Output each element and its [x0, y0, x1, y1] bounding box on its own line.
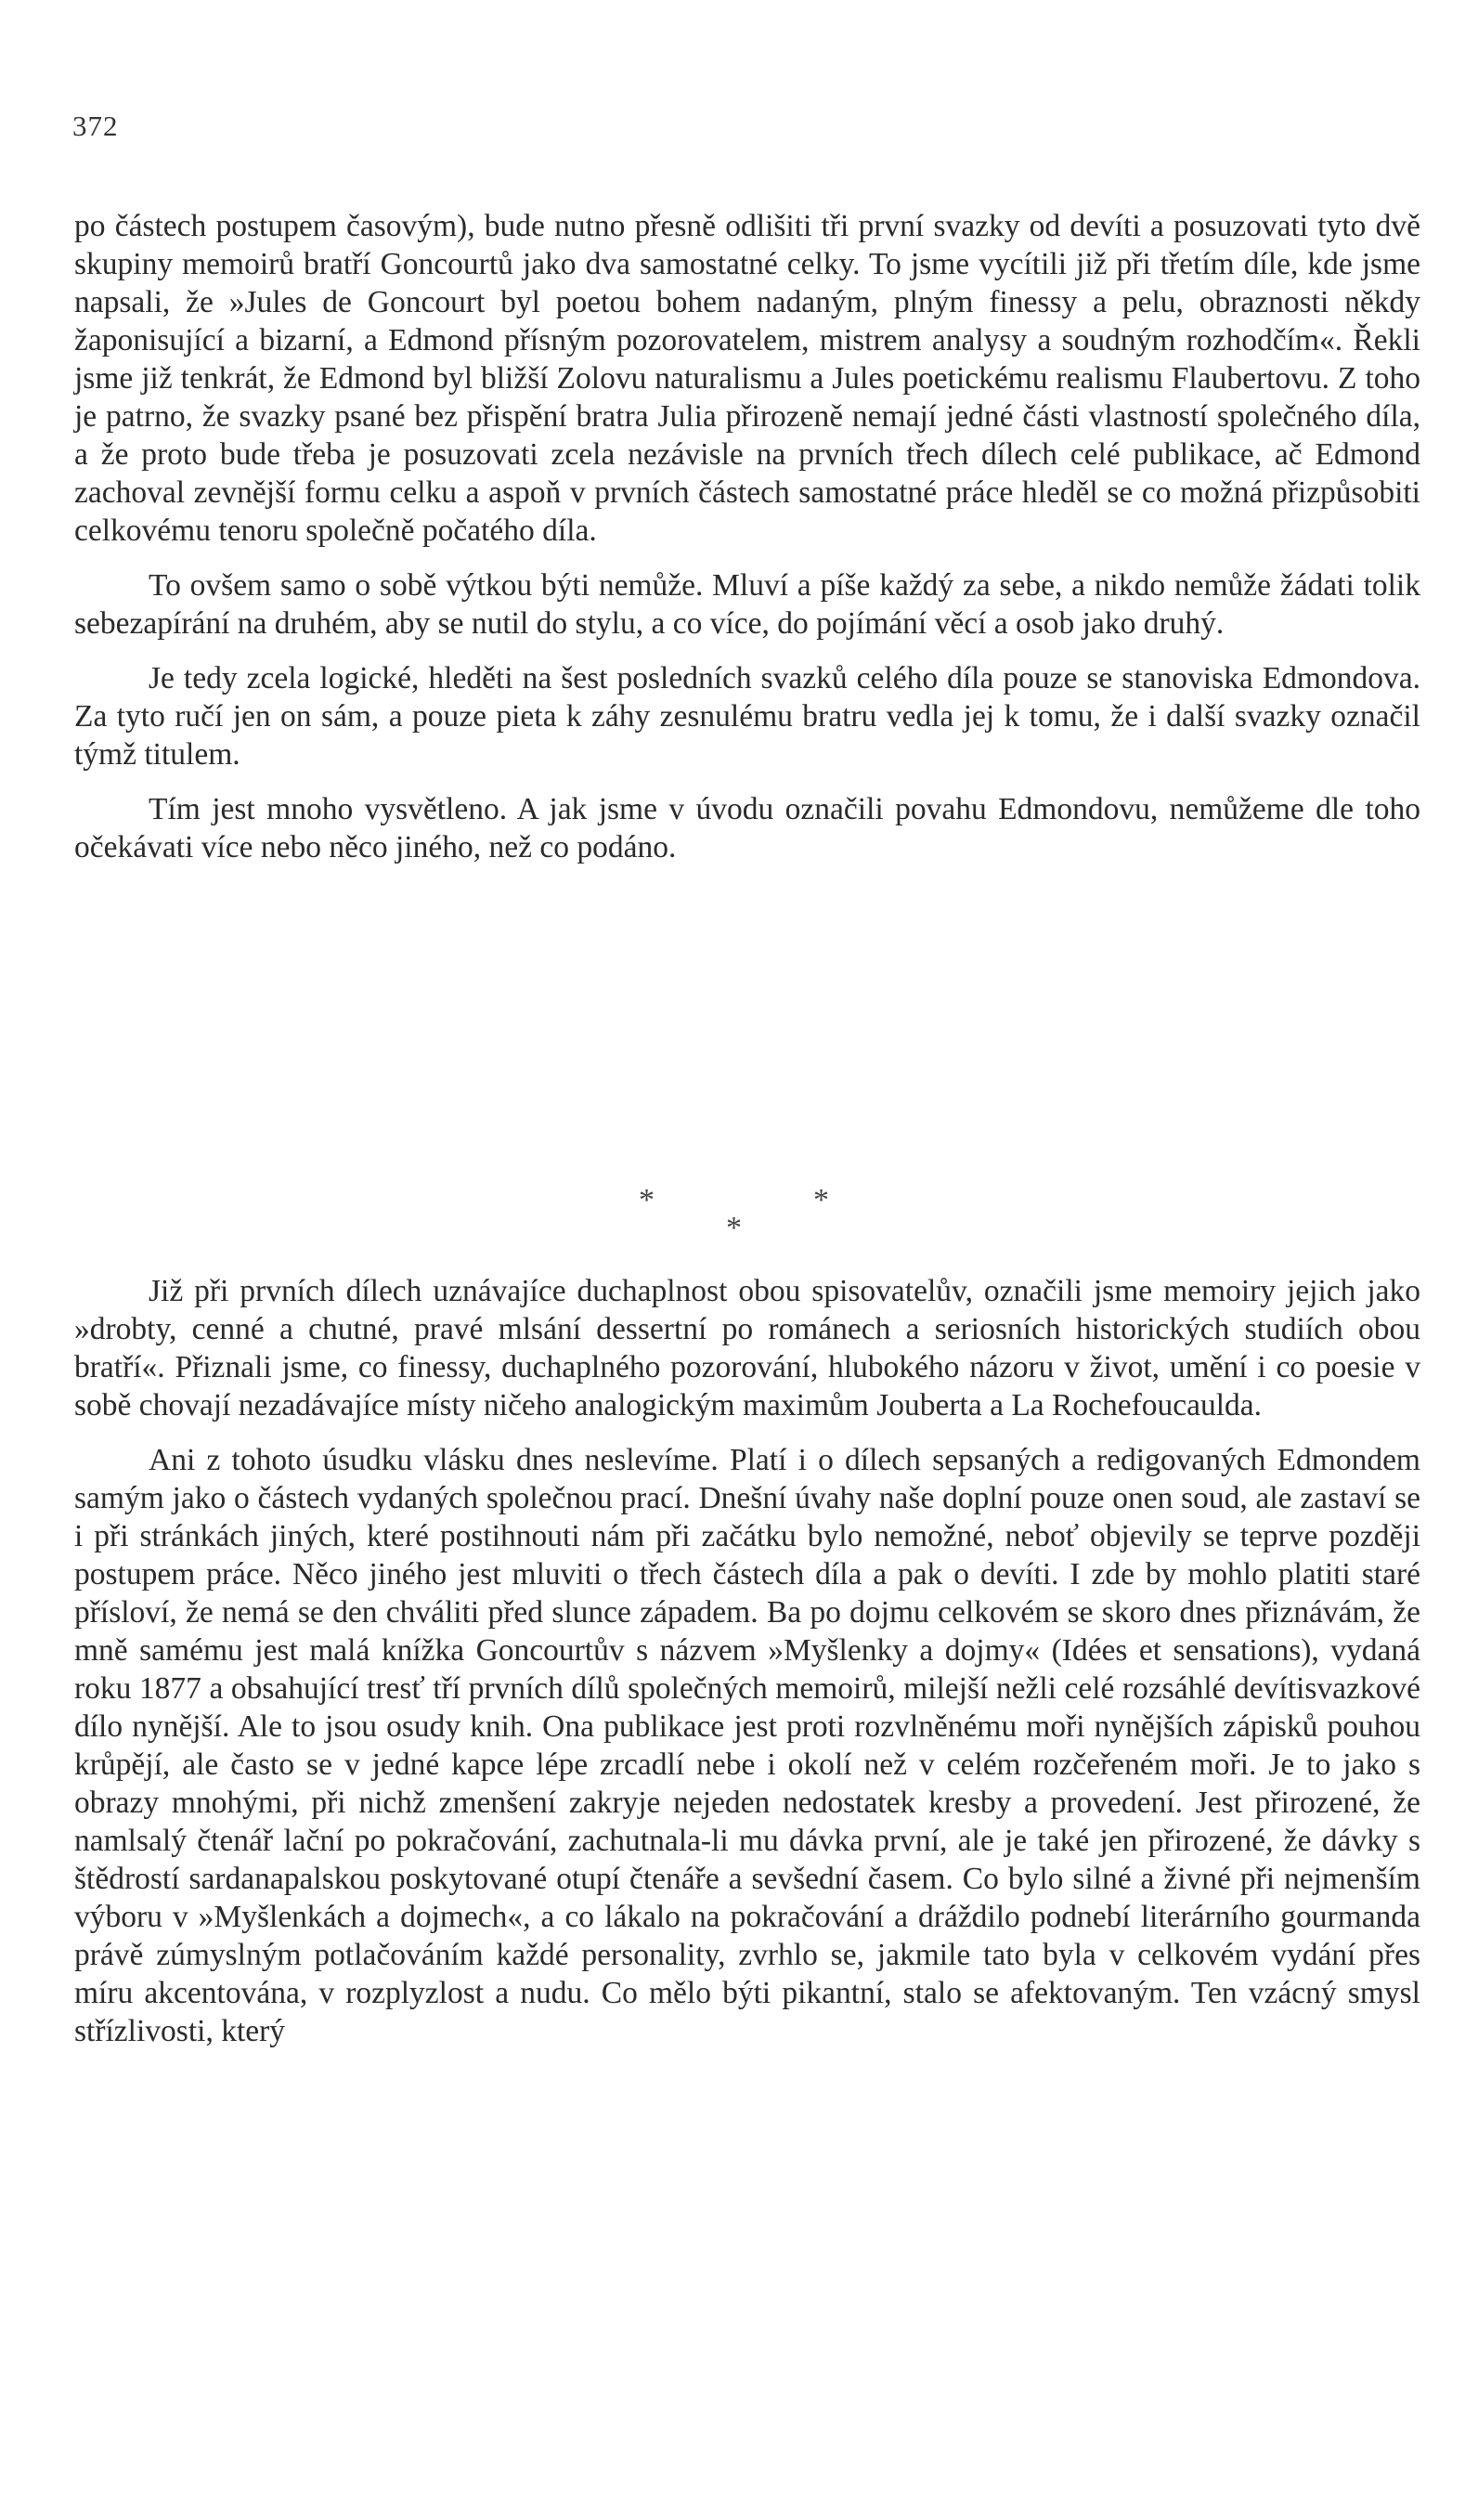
- text-section-1: [74, 207, 1420, 866]
- section-separator: [0, 1183, 1478, 1245]
- paragraph-3: Je tedy zcela logické, hleděti na šest posledních svazků celého díla pouze se stanoviska Edmondova. Za tyto ručí jen on sám, a pouze pieta k záhy zesnulému bratru vedla jej k tomu, že i další svazky označil týmž titulem.: [74, 661, 1420, 772]
- paragraph-6: Ani z tohoto úsudku vlásku dnes neslevíme. Platí i o dílech sepsaných a redigovaných Edmondem samým jako o částech vydaných společnou prací. Dnešní úvahy naše doplní pouze onen soud, ale zastaví se i při stránkách jiných, které postihnouti nám při začátku bylo nemožné, neboť objevily se teprve později postupem práce. Něco jiného jest mluviti o třech částech díla a pak o devíti. I zde by mohlo platiti staré přísloví, že nemá se den chváliti před slunce západem. Ba po dojmu celkovém se skoro dnes přiznávám, že mně samému jest malá knížka Goncourtův s názvem »Myšlenky a dojmy« (Idées et sensations), vydaná roku 1877 a obsahující tresť tří prvních dílů společných memoirů, milejší nežli celé rozsáhlé devítisvazkové dílo nynější. Ale to jsou osudy knih. Ona publikace jest proti rozvlněnému moři nynějších zápisků pouhou krůpějí, ale často se v jedné kapce lépe zrcadlí nebe i okolí než v celém rozčeřeném moři. Je to jako s obrazy mnohými, při nichž zmenšení zakryje nejeden nedostatek kresby a provedení. Jest přirozené, že namlsalý čtenář lační po pokračování, zachutnala-li mu dávka první, ale je také jen přirozené, že dávky s štědrostí sardanapalskou poskytované otupí čtenáře a sevšední časem. Co bylo silné a živné při nejmenším výboru v »Myšlenkách a dojmech«, a co lákalo na pokračování a dráždilo podnebí literárního gourmanda právě zúmyslným potlačováním každé personality, zvrhlo se, jakmile tato byla v celkovém vydání přes míru akcentována, v rozplyzlost a nudu. Co mělo býti pikantní, stalo se afektovaným. Ten vzácný smysl střízlivosti, který: [74, 1443, 1420, 2048]
- paragraph-4: Tím jest mnoho vysvětleno. A jak jsme v úvodu označili povahu Edmondovu, nemůžeme dle toho očekávati více nebo něco jiného, než co podáno.: [74, 792, 1420, 864]
- paragraph-2: To ovšem samo o sobě výtkou býti nemůže. Mluví a píše každý za sebe, a nikdo nemůže žádati tolik sebezapírání na druhém, aby se nutil do stylu, a co více, do pojímání věcí a osob jako druhý.: [74, 568, 1420, 641]
- separator-asterisk-right: *: [813, 1183, 829, 1217]
- separator-asterisk-left: *: [639, 1183, 655, 1217]
- paragraph-1: po částech postupem časovým), bude nutno přesně odlišiti tři první svazky od devíti a posuzovati tyto dvě skupiny memoirů bratří Goncourtů jako dva samostatné celky. To jsme vycítili již při třetím díle, kde jsme napsali, že »Jules de Goncourt byl poetou bohem nadaným, plným finessy a pelu, obraznosti někdy žaponisující a bizarní, a Edmond přísným pozorovatelem, mistrem analysy a soudným rozhodčím«. Řekli jsme již tenkrát, že Edmond byl bližší Zolovu naturalismu a Jules poetickému realismu Flaubertovu. Z toho je patrno, že svazky psané bez přispění bratra Julia přirozeně nemají jedné části vlastností společného díla, a že proto bude třeba je posuzovati zcela nezávisle na prvních třech dílech celé publikace, ač Edmond zachoval zevnější formu celku a aspoň v prvních částech samostatné práce hleděl se co možná přizpůsobiti celkovému tenoru společně počatého díla.: [74, 209, 1420, 548]
- text-section-2: [74, 1272, 1420, 2050]
- separator-asterisk-bottom: *: [726, 1211, 742, 1245]
- paragraph-5: Již při prvních dílech uznávajíce duchaplnost obou spisovatelův, označili jsme memoiry jejich jako »drobty, cenné a chutné, pravé mlsání dessertní po románech a seriosních historických studiích obou bratří«. Přiznali jsme, co finessy, duchaplného pozorování, hlubokého názoru v život, umění i co poesie v sobě chovají nezadávajíce místy ničeho analogickým maximům Jouberta a La Rochefoucaulda.: [74, 1274, 1420, 1422]
- page-number: 372: [72, 110, 119, 142]
